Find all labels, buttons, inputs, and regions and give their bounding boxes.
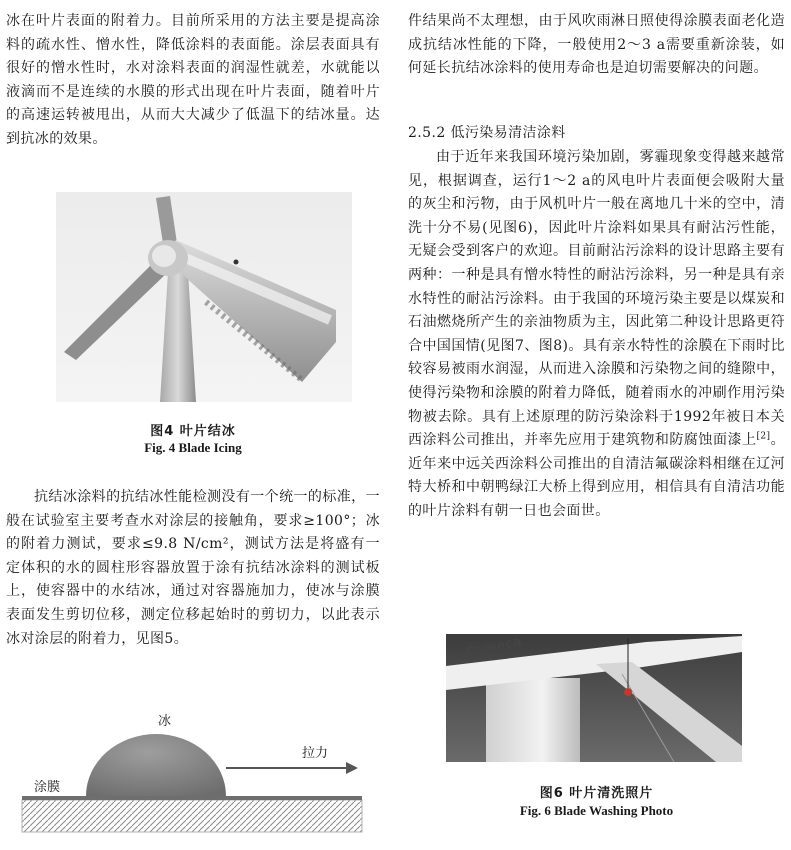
figure-5-diagram <box>6 706 380 846</box>
right-paragraph-2 <box>408 146 785 524</box>
right-paragraph-2-text-b: 。近年来中远关西涂料公司推出的自清洁氟碳涂料相继在辽河特大桥和中朝鸭绿江大桥上得到应用，相信具有自清洁功能的叶片涂料有朝一日也会面世。 <box>408 432 785 519</box>
figure-6-photo <box>446 634 742 762</box>
right-paragraph-2-text-a: 由于近年来我国环境污染加剧，雾霾现象变得越来越常见，根据调查，运行1～2 a的风电叶片表面便会吸附大量的灰尘和污物，由于风机叶片一般在离地几十米的空中，清洗十分不易(见图6)，因此叶片涂料如果具有耐沾污性能，无疑会受到客户的欢迎。目前耐沾污涂料的设计思路主要有两种：一种是具有憎水特性的耐沾污涂料，另一种是具有亲水特性的耐沾污涂料。由于我国的环境污染主要是以煤炭和石油燃烧所产生的亲油物质为主，因此第二种设计思路更符合中国国情(见图7、图8)。具有亲水特性的涂膜在下雨时比较容易被雨水润湿，从而进入涂膜和污染物之间的缝隙中，使得污染物和涂膜的附着力降低，随着雨水的冲刷作用污染物被去除。具有上述原理的防污染涂料于1992年被日本关西涂料公司推出，并率先应用于建筑物和防腐蚀面漆上 <box>408 149 785 449</box>
left-paragraph-1: 冰在叶片表面的附着力。目前所采用的方法主要是提高涂料的疏水性、憎水性，降低涂料的表面能。涂层表面具有很好的憎水性时，水对涂料表面的润湿性就差，水就能以液滴而不是连续的水膜的形式出现在叶片表面，随着叶片的高速运转被甩出，从而大大减少了低温下的结冰量。达到抗冰的效果。 <box>6 13 380 147</box>
figure-4-caption-en: Fig. 4 Blade Icing <box>144 440 242 455</box>
figure-4-caption-cn: 图4 叶片结冰 <box>150 424 236 439</box>
ice-adhesion-test-diagram <box>6 706 380 846</box>
reference-2: [2] <box>756 431 771 442</box>
figure-6-caption-cn: 图6 叶片清洗照片 <box>539 786 654 801</box>
left-paragraph-2: 抗结冰涂料的抗结冰性能检测没有一个统一的标准，一般在试验室主要考查水对涂层的接触角，要求≥100°；冰的附着力测试，要求≤9.8 N/cm²，测试方法是将盛有一定体积的水的圆柱形容器放置于涂有抗结冰涂料的测试板上，使容器中的水结冰，通过对容器施加力，使冰与涂膜表面发生剪切位移，测定位移起始时的剪切力，以此表示冰对涂层的附着力，见图5。 <box>6 489 380 647</box>
figure-4-photo <box>56 192 352 402</box>
section-heading-2-5-2: 2.5.2 低污染易清洁涂料 <box>408 125 566 141</box>
label-pull-force: 拉力 <box>302 746 329 761</box>
label-coating: 涂膜 <box>34 780 61 795</box>
figure-6-caption-en: Fig. 6 Blade Washing Photo <box>519 803 674 818</box>
label-ice: 冰 <box>158 714 172 729</box>
iced-turbine-image <box>56 192 352 402</box>
right-paragraph-1: 件结果尚不太理想，由于风吹雨淋日照使得涂膜表面老化造成抗结冰性能的下降，一般使用2～3 a需要重新涂装，如何延长抗结冰涂料的使用寿命也是迫切需要解决的问题。 <box>408 13 785 77</box>
blade-logo-text: Cameca <box>464 634 524 661</box>
